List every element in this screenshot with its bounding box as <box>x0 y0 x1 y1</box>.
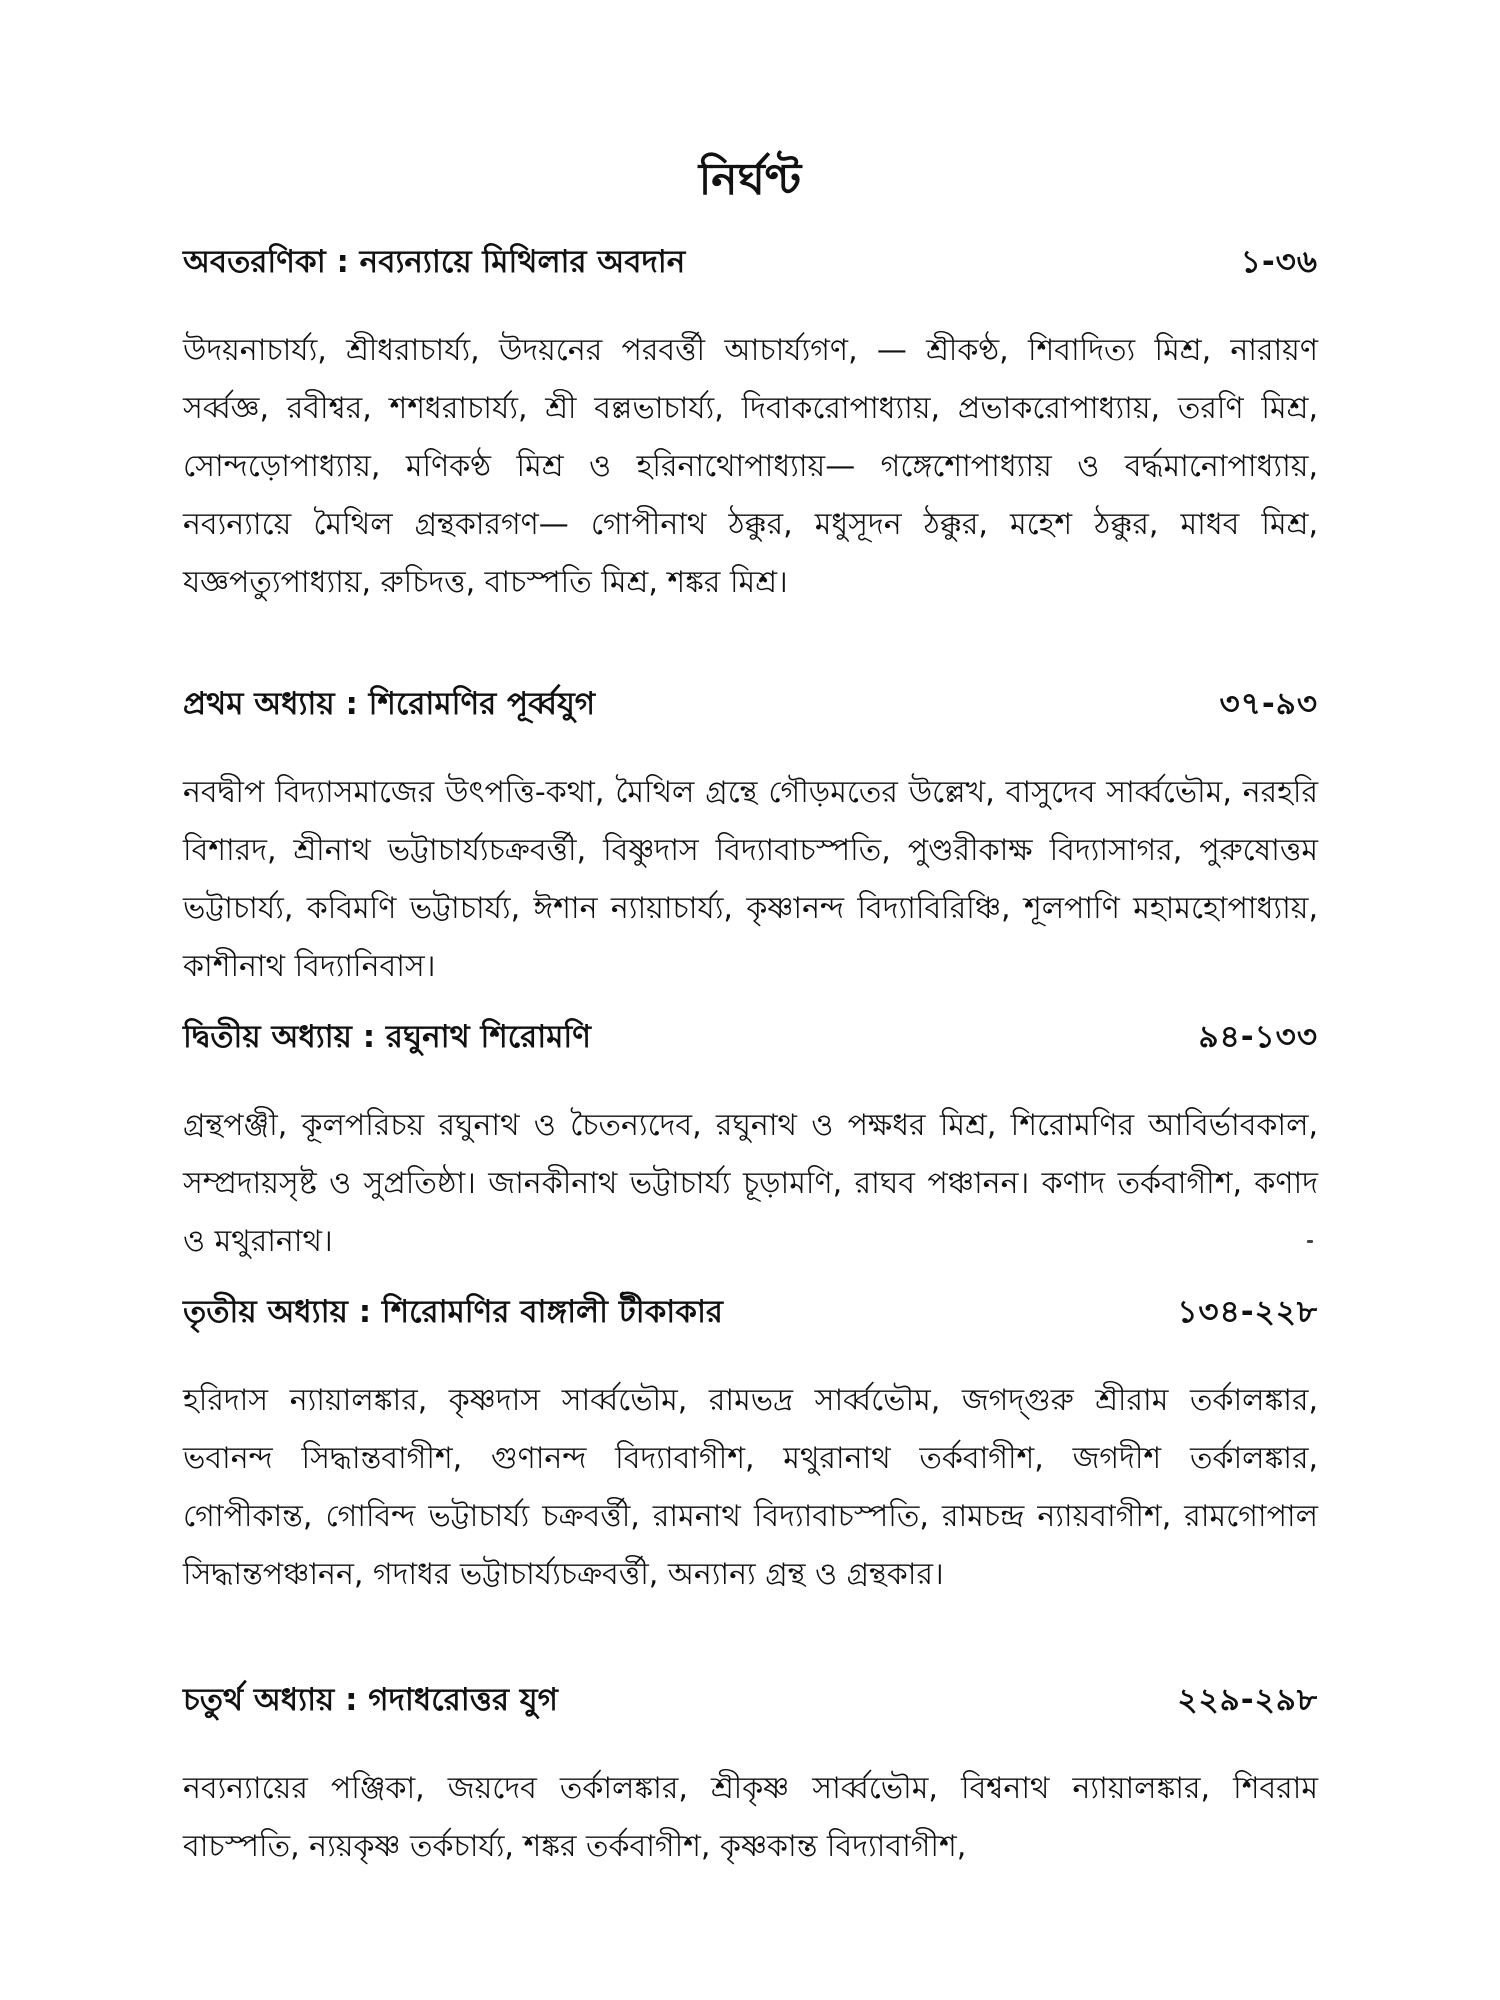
section-header <box>183 1015 1318 1059</box>
section-heading: চতুর্থ অধ্যায় : গদাধরোত্তর যুগ <box>183 1682 558 1718</box>
toc-section-chapter-3 <box>183 1290 1318 1604</box>
toc-section-chapter-4 <box>183 1678 1318 1876</box>
print-speck <box>1307 1240 1313 1243</box>
section-description: উদয়নাচার্য্য, শ্রীধরাচার্য্য, উদয়নের পরবর্ত্তী আচার্য্যগণ, — শ্রীকণ্ঠ, শিবাদিত্য মিশ্র, নারায়ণ সর্ব্বজ্ঞ, রবীশ্বর, শশধরাচার্য্য, শ্রী বল্লভাচার্য্য, দিবাকরোপাধ্যায়, প্রভাকরোপাধ্যায়, তরণি মিশ্র, সোন্দড়োপাধ্যায়, মণিকণ্ঠ মিশ্র ও হরিনাথোপাধ্যায়— গঙ্গেশোপাধ্যায় ও বর্দ্ধমানোপাধ্যায়, নব্যন্যায়ে মৈথিল গ্রন্থকারগণ— গোপীনাথ ঠক্কুর, মধুসূদন ঠক্কুর, মহেশ ঠক্কুর, মাধব মিশ্র, যজ্ঞপত্যুপাধ্যায়, রুচিদত্ত, বাচস্পতি মিশ্র, শঙ্কর মিশ্র। <box>183 333 1318 600</box>
section-header <box>183 682 1318 726</box>
section-description: নবদ্বীপ বিদ্যাসমাজের উৎপত্তি-কথা, মৈথিল গ্রন্থে গৌড়মতের উল্লেখ, বাসুদেব সার্ব্বভৌম, নরহরি বিশারদ, শ্রীনাথ ভট্টাচার্য্যচক্রবর্ত্তী, বিষ্ণুদাস বিদ্যাবাচস্পতি, পুণ্ডরীকাক্ষ বিদ্যাসাগর, পুরুষোত্তম ভট্টাচার্য্য, কবিমণি ভট্টাচার্য্য, ঈশান ন্যায়াচার্য্য, কৃষ্ণানন্দ বিদ্যাবিরিঞ্চি, শূলপাণি মহামহোপাধ্যায়, কাশীনাথ বিদ্যানিবাস। <box>183 775 1318 984</box>
section-page-range: ৩৭-৯৩ <box>1219 686 1318 722</box>
section-header <box>183 1290 1318 1334</box>
section-description: হরিদাস ন্যায়ালঙ্কার, কৃষ্ণদাস সার্ব্বভৌম, রামভদ্র সার্ব্বভৌম, জগদ্গুরু শ্রীরাম তর্কালঙ্কার, ভবানন্দ সিদ্ধান্তবাগীশ, গুণানন্দ বিদ্যাবাগীশ, মথুরানাথ তর্কবাগীশ, জগদীশ তর্কালঙ্কার, গোপীকান্ত, গোবিন্দ ভট্টাচার্য্য চক্রবর্ত্তী, রামনাথ বিদ্যাবাচস্পতি, রামচন্দ্র ন্যায়বাগীশ, রামগোপাল সিদ্ধান্তপঞ্চানন, গদাধর ভট্টাচার্য্যচক্রবর্ত্তী, অন্যান্য গ্রন্থ ও গ্রন্থকার। <box>183 1383 1318 1592</box>
section-page-range: ১৩৪-২২৮ <box>1177 1294 1318 1330</box>
section-header <box>183 1678 1318 1722</box>
section-page-range: ৯৪-১৩৩ <box>1198 1019 1318 1055</box>
toc-section-chapter-2 <box>183 1015 1318 1271</box>
toc-section-chapter-1 <box>183 682 1318 996</box>
section-page-range: ১-৩৬ <box>1240 244 1318 280</box>
section-description: গ্রন্থপঞ্জী, কূলপরিচয় রঘুনাথ ও চৈতন্যদেব, রঘুনাথ ও পক্ষধর মিশ্র, শিরোমণির আবির্ভাবকাল, সম্প্রদায়সৃষ্ট ও সুপ্রতিষ্ঠা। জানকীনাথ ভট্টাচার্য্য চূড়ামণি, রাঘব পঞ্চানন। কণাদ তর্কবাগীশ, কণাদ ও মথুরানাথ। <box>183 1108 1318 1259</box>
section-heading: তৃতীয় অধ্যায় : শিরোমণির বাঙ্গালী টীকাকার <box>183 1294 723 1330</box>
section-heading: প্রথম অধ্যায় : শিরোমণির পূর্ব্বযুগ <box>183 686 596 722</box>
section-header <box>183 240 1318 284</box>
page-title: নির্ঘণ্ট <box>698 154 802 205</box>
section-description: নব্যন্যায়ের পঞ্জিকা, জয়দেব তর্কালঙ্কার, শ্রীকৃষ্ণ সার্ব্বভৌম, বিশ্বনাথ ন্যায়ালঙ্কার, শিবরাম বাচস্পতি, ন্যয়কৃষ্ণ তর্কচার্য্য, শঙ্কর তর্কবাগীশ, কৃষ্ণকান্ত বিদ্যাবাগীশ, <box>183 1771 1318 1864</box>
section-page-range: ২২৯-২৯৮ <box>1177 1682 1318 1718</box>
section-heading: অবতরণিকা : নব্যন্যায়ে মিথিলার অবদান <box>183 244 686 280</box>
toc-section-intro <box>183 240 1318 612</box>
section-heading: দ্বিতীয় অধ্যায় : রঘুনাথ শিরোমণি <box>183 1019 592 1055</box>
